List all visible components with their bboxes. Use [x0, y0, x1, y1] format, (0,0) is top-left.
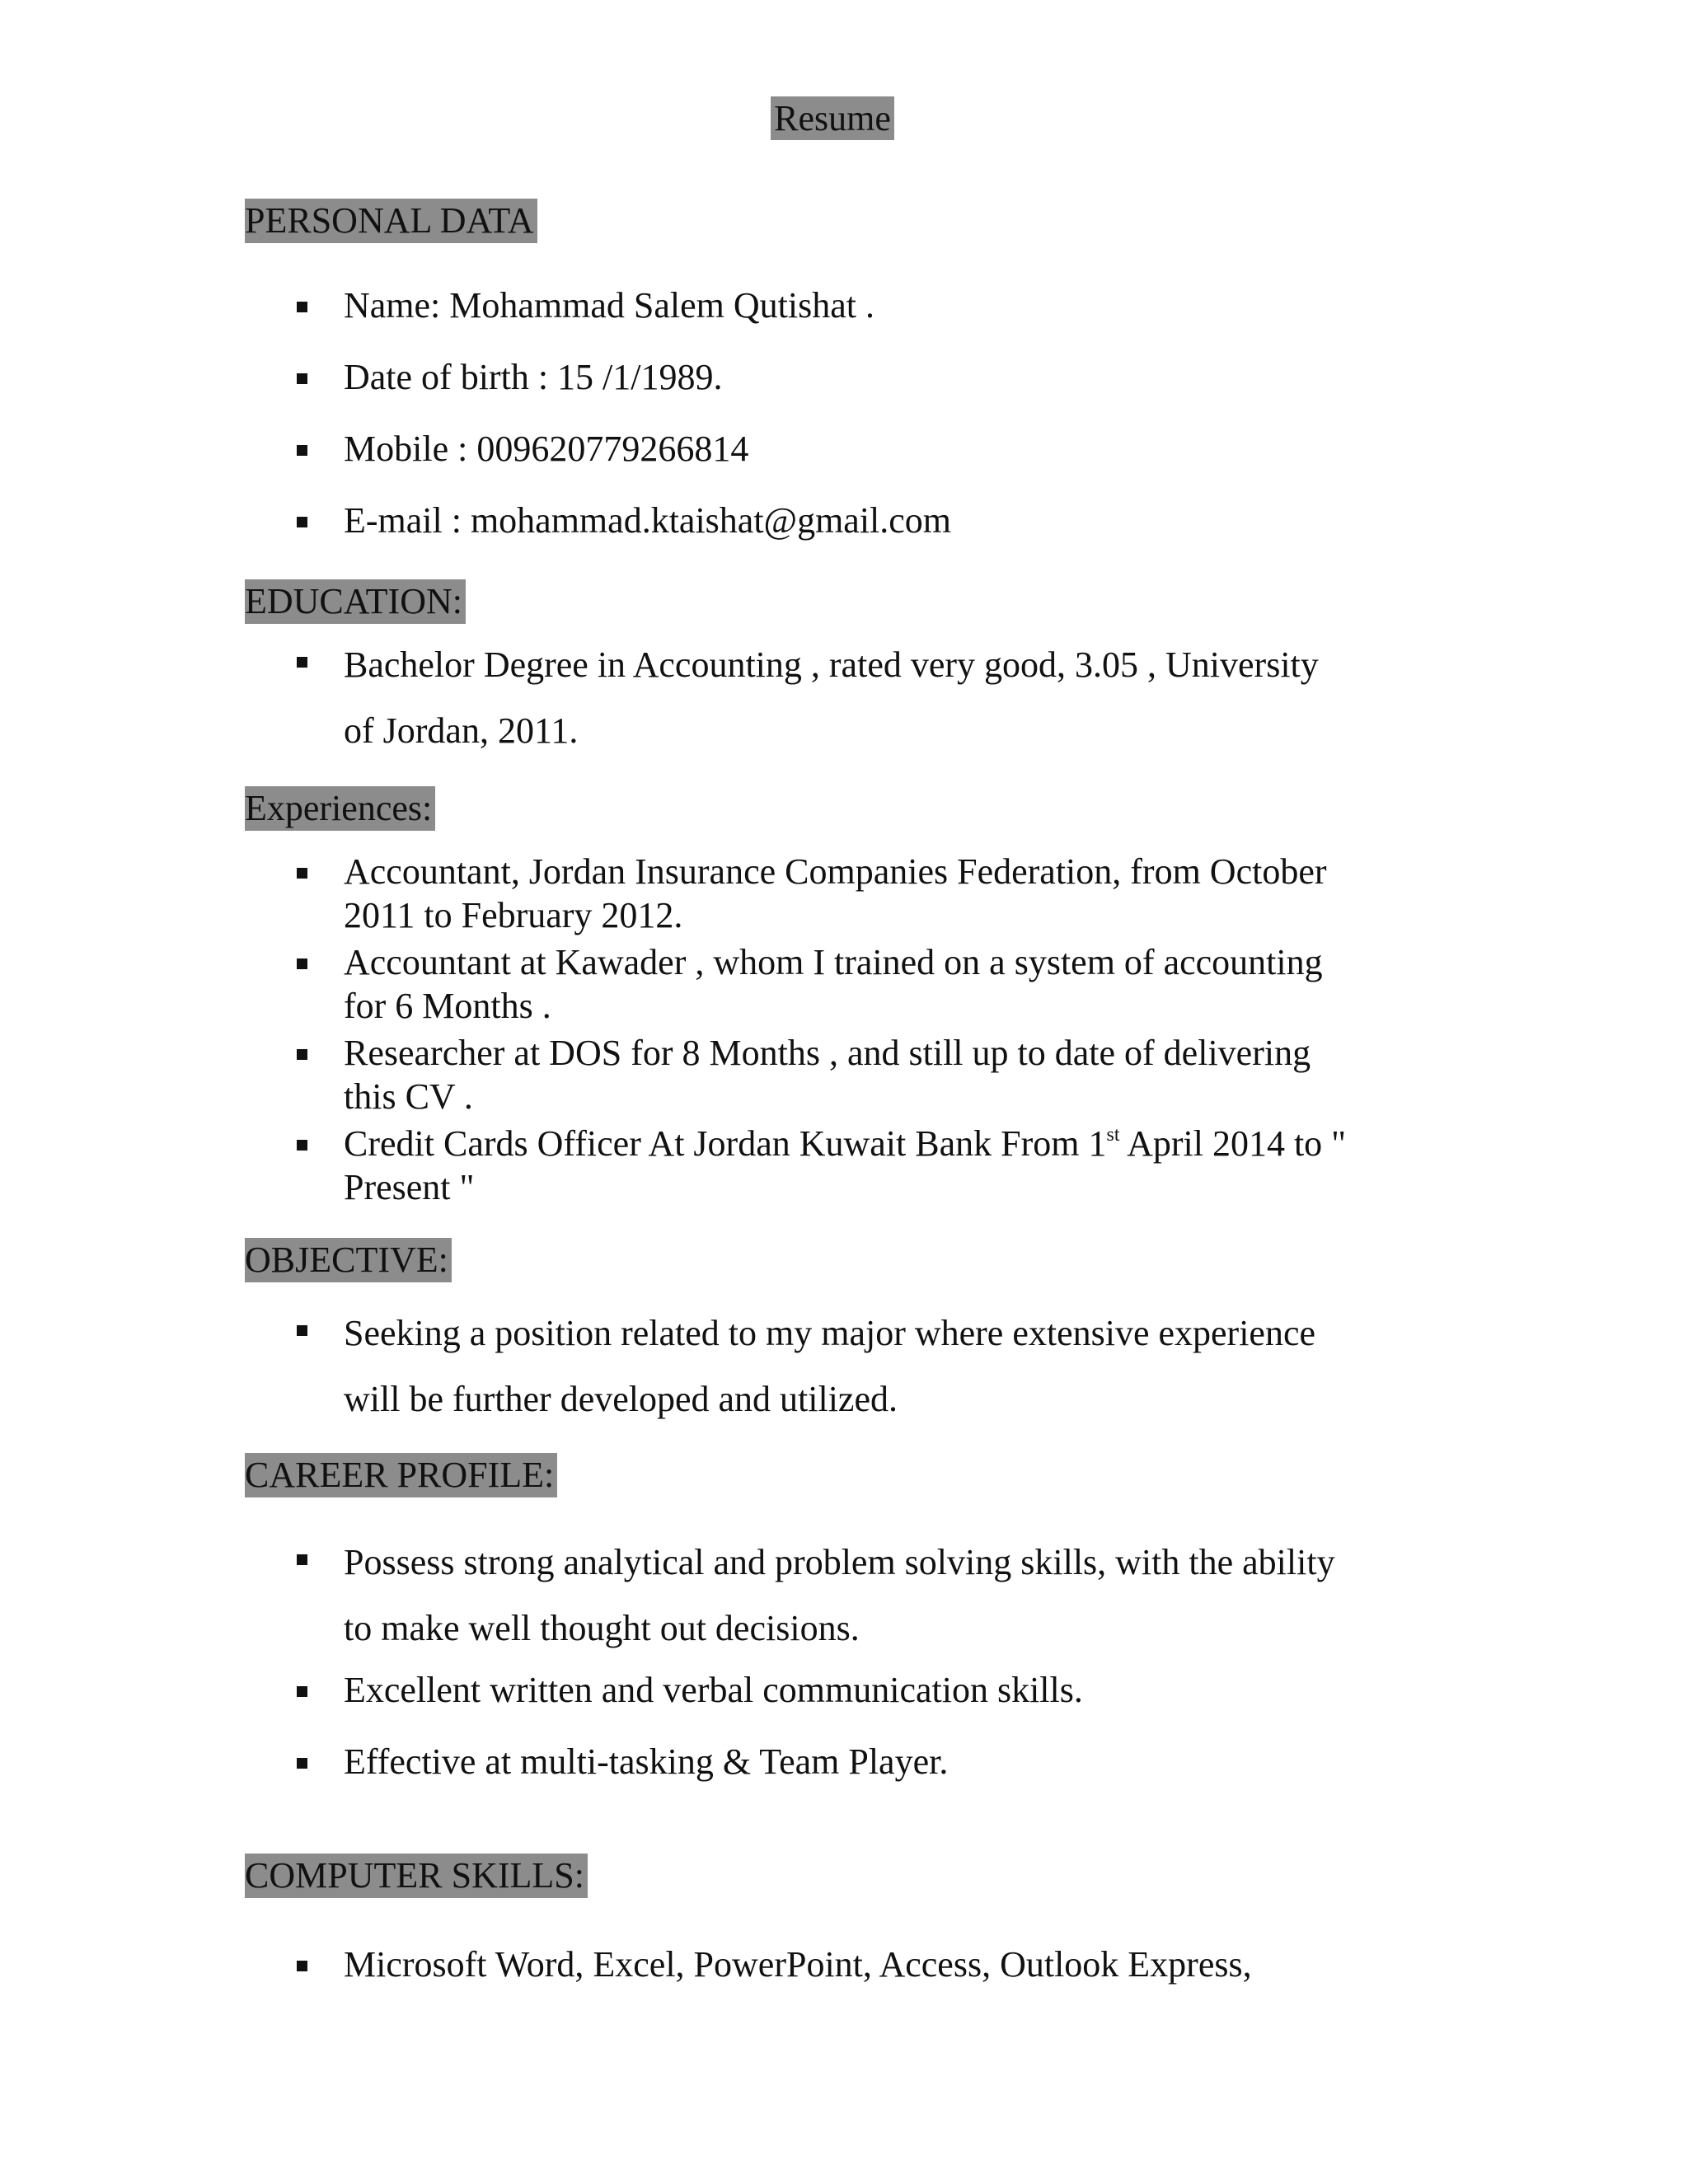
bullet-icon: [297, 445, 307, 456]
experience-3-line-1: Researcher at DOS for 8 Months , and still up to date of delivering: [344, 1033, 1311, 1073]
experience-3-line-2: this CV .: [344, 1076, 473, 1117]
career-1-line-2: to make well thought out decisions.: [344, 1608, 860, 1648]
experience-4-text-start: Credit Cards Officer At Jordan Kuwait Bank From 1: [344, 1123, 1107, 1164]
bullet-icon: [297, 1686, 307, 1697]
bullet-icon: [297, 958, 307, 969]
experience-1-line-2: 2011 to February 2012.: [344, 895, 683, 935]
experience-4-line-2: Present ": [344, 1167, 475, 1207]
career-1-line-1: Possess strong analytical and problem solving skills, with the ability: [344, 1542, 1335, 1582]
personal-email: E-mail : mohammad.ktaishat@gmail.com: [344, 500, 952, 541]
objective-line-1: Seeking a position related to my major where extensive experience: [344, 1313, 1316, 1353]
bullet-icon: [297, 302, 307, 312]
career-2: Excellent written and verbal communication skills.: [344, 1670, 1083, 1710]
bullet-icon: [297, 1140, 307, 1151]
section-heading-experiences: Experiences:: [245, 786, 435, 831]
bullet-icon: [297, 1554, 307, 1565]
education-line-2: of Jordan, 2011.: [344, 710, 579, 751]
section-heading-computer-skills: COMPUTER SKILLS:: [245, 1854, 588, 1898]
career-3: Effective at multi-tasking & Team Player.: [344, 1741, 949, 1782]
experience-4-text-end: April 2014 to ": [1119, 1123, 1347, 1164]
bullet-icon: [297, 1961, 307, 1971]
document-title: Resume: [771, 96, 894, 140]
personal-mobile: Mobile : 009620779266814: [344, 429, 749, 469]
bullet-icon: [297, 1325, 307, 1336]
section-heading-objective: OBJECTIVE:: [245, 1238, 452, 1282]
section-heading-personal-data: PERSONAL DATA: [245, 199, 537, 243]
bullet-icon: [297, 517, 307, 527]
education-line-1: Bachelor Degree in Accounting , rated very good, 3.05 , University: [344, 644, 1319, 685]
bullet-icon: [297, 868, 307, 879]
section-heading-career-profile: CAREER PROFILE:: [245, 1453, 557, 1497]
bullet-icon: [297, 1758, 307, 1769]
experience-4-line-1: [344, 1122, 1440, 1165]
experience-1-line-1: Accountant, Jordan Insurance Companies Federation, from October: [344, 851, 1327, 892]
section-heading-education: EDUCATION:: [245, 579, 466, 624]
computer-skills-1: Microsoft Word, Excel, PowerPoint, Access, Outlook Express,: [344, 1944, 1252, 1985]
bullet-icon: [297, 373, 307, 384]
personal-date-of-birth: Date of birth : 15 /1/1989.: [344, 357, 723, 397]
experience-2-line-2: for 6 Months .: [344, 986, 551, 1026]
experience-2-line-1: Accountant at Kawader , whom I trained on a system of accounting: [344, 942, 1323, 982]
bullet-icon: [297, 657, 307, 668]
bullet-icon: [297, 1049, 307, 1060]
objective-line-2: will be further developed and utilized.: [344, 1379, 898, 1419]
personal-name: Name: Mohammad Salem Qutishat .: [344, 285, 874, 326]
ordinal-suffix: st: [1106, 1124, 1120, 1146]
